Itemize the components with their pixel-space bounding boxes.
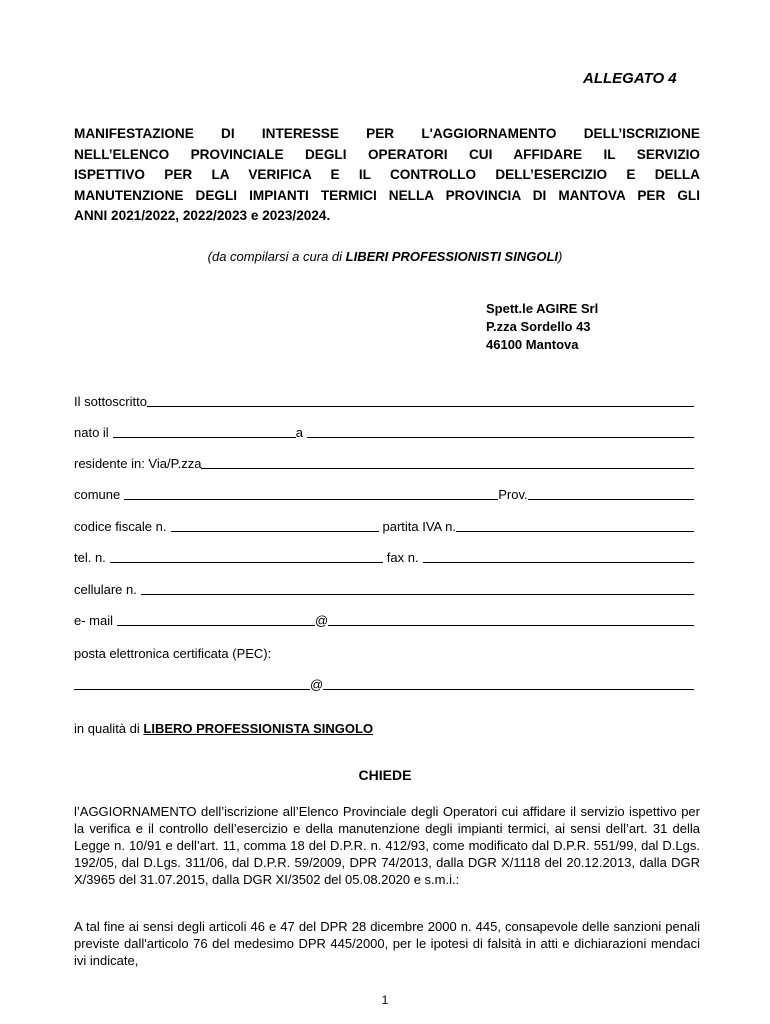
tel-input-line[interactable] [110,550,383,563]
recipient-line: 46100 Mantova [486,337,579,352]
label-residente: residente in: Via/P.zza [74,456,202,471]
recipient-line: P.zza Sordello 43 [486,319,591,334]
subtitle-prefix: (da compilarsi a cura di [207,249,346,264]
title-line: NELL’ELENCO PROVINCIALE DEGLI OPERATORI CUI AFFIDARE IL SERVIZIO [74,146,700,162]
paragraph-aggiornamento: l’AGGIORNAMENTO dell’iscrizione all’Elenco Provinciale degli Operatori cui affidare il servizio ispettivo per la verifica e il controllo dell’esercizio e della manutenzione degli impianti termici, ai sensi dell’art. 31 della Legge n. 10/91 e dell’art. 11, comma 18 del D.P.R. n. 412/93, come modificato dal D.P.R. 551/99, dal D.Lgs. 192/05, dal D.Lgs. 311/06, dal D.P.R. 59/2009, DPR 74/2013, dalla DGR X/1118 del 20.12.2013, dalla DGR X/3965 del 31.07.2015, dalla DGR XI/3502 del 05.08.2020 e s.m.i.: [74,804,700,887]
residente-input-line[interactable] [201,456,694,469]
field-pec [74,677,694,692]
subtitle [0,249,770,264]
subtitle-suffix: ) [558,249,563,264]
sottoscritto-input-line[interactable] [147,394,694,407]
title-line: ANNI 2021/2022, 2022/2023 e 2023/2024. [74,208,331,223]
field-codice-fiscale [74,519,694,534]
prov-input-line[interactable] [528,487,694,500]
luogo-input-line[interactable] [307,425,694,438]
document-title [74,124,700,227]
field-tel [74,550,694,565]
recipient-address [486,300,598,354]
allegato-heading: ALLEGATO 4 [583,70,677,87]
label-tel: tel. n. [74,550,106,565]
pec-domain-input-line[interactable] [323,677,694,690]
field-sottoscritto [74,394,694,409]
recipient-line: Spett.le AGIRE Srl [486,301,599,316]
email-domain-input-line[interactable] [328,613,694,626]
title-line: MANIFESTAZIONE DI INTERESSE PER L'AGGIORNAMENTO DELL’ISCRIZIONE [74,126,700,141]
field-cellulare [74,582,694,597]
label-codice-fiscale: codice fiscale n. [74,519,167,534]
label-cellulare: cellulare n. [74,582,137,597]
label-a: a [295,425,303,440]
label-fax: fax n. [386,550,419,565]
email-at-sign: @ [315,613,329,628]
pec-user-input-line[interactable] [74,677,310,690]
comune-input-line[interactable] [124,487,498,500]
label-partita-iva: partita IVA n. [382,519,456,534]
cellulare-input-line[interactable] [141,582,694,595]
page-number: 1 [381,993,389,1007]
label-email: e- mail [74,613,114,628]
field-email [74,613,694,628]
email-user-input-line[interactable] [117,613,315,626]
qualita-prefix: in qualità di [74,721,144,736]
field-comune [74,487,694,502]
codice-fiscale-input-line[interactable] [171,519,379,532]
qualita-line [74,721,373,736]
qualita-role: LIBERO PROFESSIONISTA SINGOLO [143,721,374,736]
nato-input-line[interactable] [113,425,296,438]
label-sottoscritto: Il sottoscritto [74,394,147,409]
field-nato [74,425,694,440]
label-nato: nato il [74,425,109,440]
title-line: MANUTENZIONE DEGLI IMPIANTI TERMICI NELLA PROVINCIA DI MANTOVA PER GLI [74,187,700,203]
label-comune: comune [74,487,121,502]
partita-iva-input-line[interactable] [456,519,694,532]
fax-input-line[interactable] [423,550,694,563]
field-residente [74,456,694,471]
chiede-heading: CHIEDE [358,767,412,783]
subtitle-bold: LIBERI PROFESSIONISTI SINGOLI [345,249,558,264]
pec-at-sign: @ [310,677,324,692]
paragraph-dichiarazione: A tal fine ai sensi degli articoli 46 e 47 del DPR 28 dicembre 2000 n. 445, consapevole delle sanzioni penali previste dall'articolo 76 del medesimo DPR 445/2000, per le ipotesi di falsità in atti e dichiarazioni mendaci ivi indicate, [74,919,700,968]
title-line: ISPETTIVO PER LA VERIFICA E IL CONTROLLO DELL’ESERCIZIO E DELLA [74,167,700,182]
label-pec: posta elettronica certificata (PEC): [74,646,272,661]
label-prov: Prov. [498,487,528,502]
